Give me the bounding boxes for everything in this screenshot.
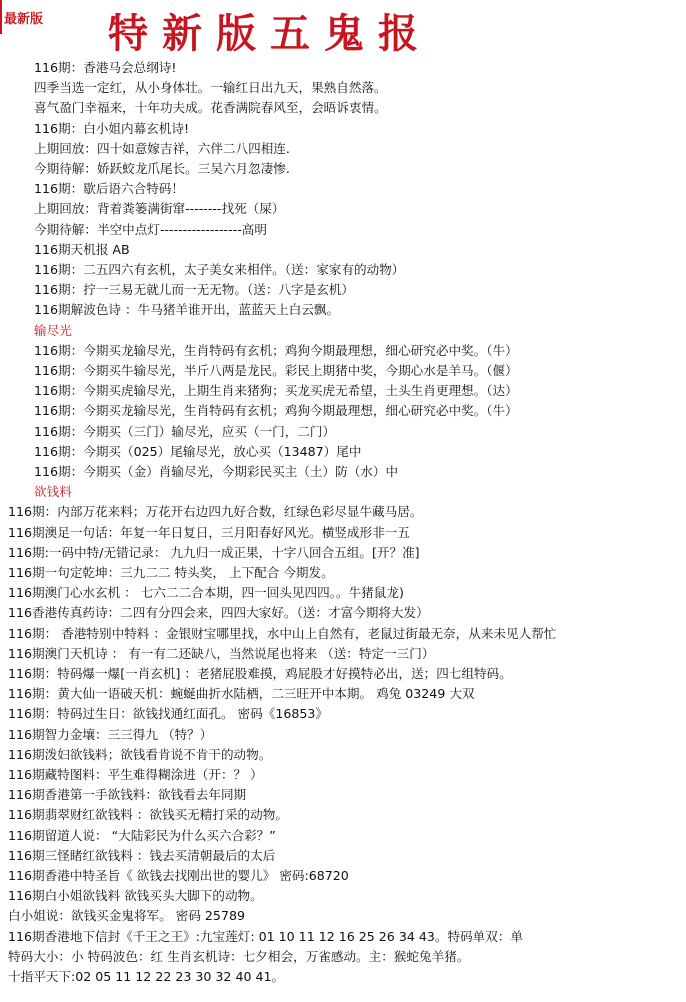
text-line: 116期一句定乾坤：三九二二 特头奖， 上下配合 今期发。 (8, 565, 334, 580)
text-line: 116期：今期买龙输尽光，生肖特码有玄机；鸡狗今期最理想，细心研究必中奖。（牛） (34, 403, 518, 418)
text-line: 喜气盈门幸福来，十年功夫成。花香满院春风至，会晤诉衷情。 (34, 100, 387, 115)
text-line: 今期待解：半空中点灯------------------高明 (34, 222, 267, 237)
text-line: 116期：香港马会总纲诗! (34, 60, 177, 75)
text-line: 116期澳足一句话：年复一年日复日，三月阳春好风光。横竖成形非一五 (8, 525, 410, 540)
text-line: 116期:一码中特/无错记录： 九九归一成正果，十字八回合五组。[开？准] (8, 545, 420, 560)
text-line: 116期智力金壤：三三得九 （特？） (8, 727, 213, 742)
text-line: 上期回放：背着粪篓满街窜--------找死（屎） (34, 201, 285, 216)
text-line: 十指平天下:02 05 11 12 22 23 30 32 40 41。 (8, 969, 285, 984)
text-line: 116期：今期买龙输尽光，生肖特码有玄机；鸡狗今期最理想，细心研究必中奖。（牛） (34, 343, 518, 358)
text-line: 116期翡翠财红欲钱料 ：欲钱买无精打采的动物。 (8, 807, 288, 822)
text-line: 116期： 香港特别中特料 ：金银财宝哪里找，水中山上自然有，老鼠过街最无奈，从来未见人帮忙 (8, 626, 557, 641)
text-line: 116期：白小姐内幕玄机诗! (34, 121, 190, 136)
text-line: 116期留道人说： “大陆彩民为什么买六合彩？” (8, 828, 276, 843)
text-line: 116期：内部万花来料；万花开右边四九好合数，红绿色彩尽显牛藏马居。 (8, 504, 423, 519)
text-line: 116香港传真药诗：二四有分四会来，四四大家好。（送：才富今期将大发） (8, 605, 429, 620)
version-tag: 最新版 (4, 12, 44, 27)
text-line: 上期回放：四十如意嫁吉祥，六伴二八四相连. (34, 141, 290, 156)
text-line: 116期：黄大仙一语破天机：蜿蜒曲折水陆栖，二三旺开中本期。 鸡兔 03249 大双 (8, 686, 475, 701)
text-line: 116期：二五四六有玄机，太子美女来相伴。（送：家家有的动物） (34, 262, 405, 277)
text-line: 116期解波色诗 ：牛马猪羊谁开出，蓝蓝天上白云飘。 (34, 302, 340, 317)
section-heading: 欲钱料 (34, 484, 72, 499)
text-line: 116期香港地下信封《千王之王》:九宝莲灯: 01 10 11 12 16 25 26 34 43。特码单双：单 (8, 929, 524, 944)
page-title: 特新版五鬼报 (108, 10, 432, 57)
text-line: 116期天机报 AB (34, 242, 130, 257)
text-line: 116期白小姐欲钱料 欲钱买头大脚下的动物。 (8, 888, 263, 903)
text-line: 116期：拧一三易无就儿而一无无物。（送：八字是玄机） (34, 282, 354, 297)
text-line: 116期泼妇欲钱料；欲钱看肯说不肯干的动物。 (8, 747, 272, 762)
text-line: 116期澳门天机诗 ： 有一有二还缺八，当然说尾也将来 （送：特定一三门） (8, 646, 435, 661)
text-line: 116期三怪睹红欲钱料 ：钱去买清朝最后的太后 (8, 848, 276, 863)
text-line: 116期：今期买（金）肖输尽光，今期彩民买主（土）防（水）中 (34, 464, 399, 479)
text-line: 特码大小：小 特码波色：红 生肖玄机诗：七夕相会，万雀感动。主：猴蛇兔羊猪。 (8, 949, 470, 964)
text-line: 116期：今期买（025）尾输尽光，放心买（13487）尾中 (34, 444, 362, 459)
text-line: 116期藏特图料：平生难得糊涂进（开：？ ） (8, 767, 263, 782)
text-line: 116期：今期买虎输尽光，上期生肖来猪狗；买龙买虎无希望，土头生肖更理想。（达） (34, 383, 518, 398)
text-line: 116期：今期买牛输尽光，半斤八两是龙民。彩民上期猪中奖，今期心水是羊马。（偃） (34, 363, 518, 378)
corner-accent-bar (0, 0, 2, 34)
text-line: 116期香港中特圣旨《 欲钱去找刚出世的婴儿》 密码:68720 (8, 868, 349, 883)
text-line: 116期香港第一手欲钱料：欲钱看去年同期 (8, 787, 247, 802)
text-line: 116期：特码爆一爆[一肖玄机] ：老猪屁股难摸，鸡屁股才好摸特必出，送；四七组特码。 (8, 666, 512, 681)
text-line: 四季当选一定红，从小身体壮。一输红日出九天，果熟自然落。 (34, 80, 387, 95)
text-line: 今期待解：娇跃蛟龙爪尾长。三吴六月忽凄惨. (34, 161, 290, 176)
section-heading: 输尽光 (34, 323, 72, 338)
text-line: 白小姐说：欲钱买金鬼将军。 密码 25789 (8, 908, 245, 923)
text-line: 116期：歇后语六合特码！ (34, 181, 184, 196)
text-line: 116期澳门心水玄机 ： 七六二二合本期，四一回头见四四。。牛猪鼠龙) (8, 585, 404, 600)
text-line: 116期：特码过生日：欲钱找通红面孔。 密码《16853》 (8, 706, 328, 721)
text-line: 116期：今期买（三门）输尽光，应买（一门，二门） (34, 424, 336, 439)
